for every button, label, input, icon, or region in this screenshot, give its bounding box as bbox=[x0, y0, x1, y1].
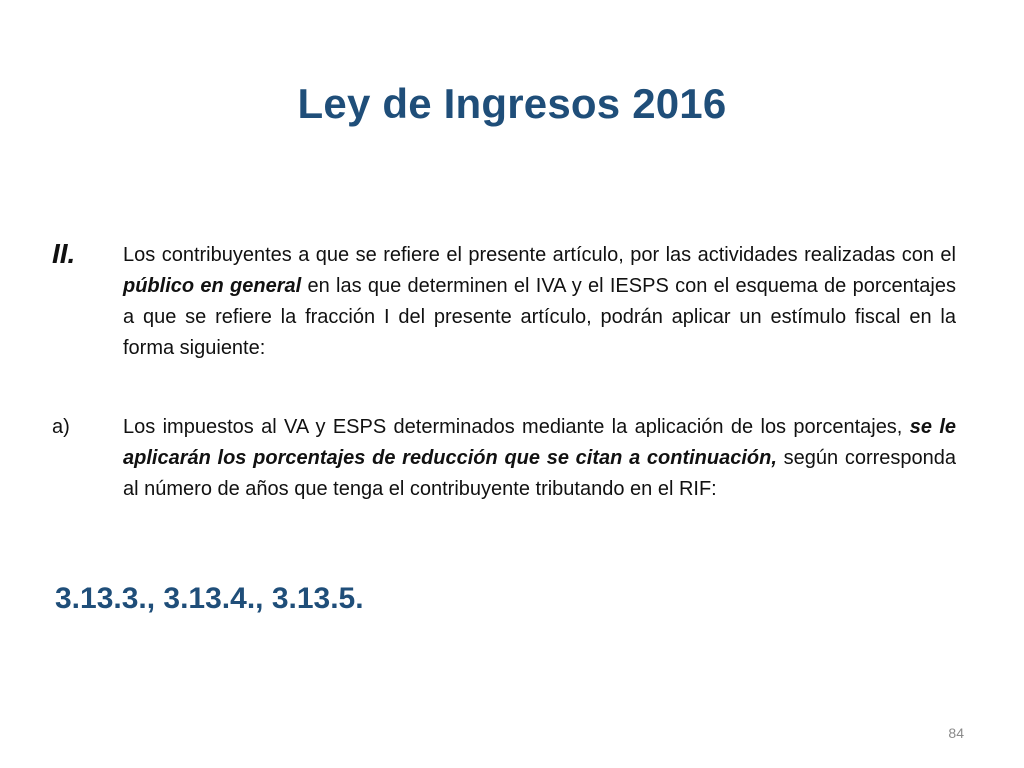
section-ii-text-before: Los contribuyentes a que se refiere el presente artículo, por las actividades realizadas con el bbox=[123, 244, 956, 266]
item-a bbox=[52, 412, 956, 505]
item-a-text-before: Los impuestos al VA y ESPS determinados mediante la aplicación de los porcentajes, bbox=[123, 416, 910, 438]
item-a-emphasis: se le aplicarán los porcentajes de reducción que se citan a continuación, bbox=[123, 416, 957, 469]
item-a-paragraph bbox=[123, 412, 956, 505]
section-ii-emphasis: público en general bbox=[123, 275, 302, 297]
rule-references: 3.13.3., 3.13.4., 3.13.5. bbox=[55, 582, 364, 615]
section-ii-text-after: en las que determinen el IVA y el IESPS con el esquema de porcentajes a que se refiere la fracción I del presente artículo, podrán aplicar un estímulo fiscal en la forma siguiente: bbox=[123, 275, 956, 359]
item-a-text-after: según corresponda al número de años que tenga el contribuyente tributando en el RIF: bbox=[123, 447, 957, 500]
section-ii-marker: II. bbox=[52, 238, 76, 269]
page-number: 84 bbox=[948, 725, 964, 741]
section-ii bbox=[52, 240, 956, 364]
slide-title: Ley de Ingresos 2016 bbox=[297, 80, 727, 127]
item-a-marker: a) bbox=[52, 416, 70, 438]
section-ii-paragraph bbox=[123, 240, 956, 364]
